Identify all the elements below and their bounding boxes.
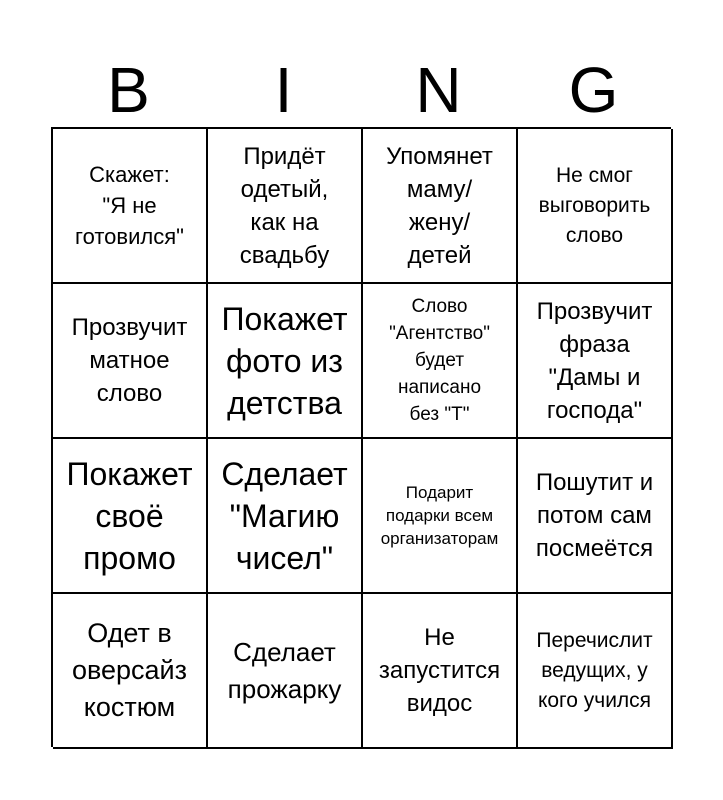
bingo-cell[interactable] <box>363 594 518 749</box>
bingo-cell[interactable] <box>363 129 518 284</box>
bingo-grid <box>51 127 671 747</box>
cell-text: Не запустится видос <box>378 624 501 717</box>
bingo-cell[interactable] <box>53 594 208 749</box>
cell-text: Сделает "Магию чисел" <box>221 455 348 576</box>
cell-text: Перечислит ведущих, у кого учился <box>536 628 653 712</box>
cell-text: Сделает прожарку <box>227 636 342 704</box>
bingo-cell[interactable] <box>363 439 518 594</box>
cell-text: Одет в оверсайз костюм <box>71 618 188 722</box>
cell-text: Прозвучит матное слово <box>71 314 188 407</box>
header-letter-b: B <box>107 54 150 126</box>
cell-text: Скажет: "Я не готовился" <box>75 162 184 249</box>
bingo-cell[interactable] <box>208 129 363 284</box>
cell-text: Придёт одетый, как на свадьбу <box>239 142 330 269</box>
header-letter-g: G <box>568 54 619 126</box>
bingo-cell[interactable] <box>518 284 673 439</box>
bingo-cell[interactable] <box>518 439 673 594</box>
header-letter-n: N <box>415 54 462 126</box>
bingo-cell[interactable] <box>208 439 363 594</box>
bingo-cell[interactable] <box>53 284 208 439</box>
bingo-cell[interactable] <box>363 284 518 439</box>
cell-text: Пошутит и потом сам посмеётся <box>535 469 654 562</box>
cell-text: Не смог выговорить слово <box>538 163 651 247</box>
bingo-cell[interactable] <box>53 439 208 594</box>
cell-text: Упомянет маму/ жену/ детей <box>386 142 493 269</box>
cell-text: Прозвучит фраза "Дамы и господа" <box>536 297 653 424</box>
bingo-cell[interactable] <box>518 129 673 284</box>
bingo-cell[interactable] <box>53 129 208 284</box>
bingo-cell[interactable] <box>518 594 673 749</box>
bingo-cell[interactable] <box>208 284 363 439</box>
cell-text: Подарит подарки всем организаторам <box>380 483 499 548</box>
cell-text: Покажет фото из детства <box>221 300 348 421</box>
header-letter-i: I <box>274 54 293 126</box>
cell-text: Покажет своё промо <box>66 455 193 576</box>
bingo-cell[interactable] <box>208 594 363 749</box>
bingo-header <box>51 52 671 128</box>
cell-text: Слово "Агентство" будет написано без "Т" <box>389 296 490 425</box>
